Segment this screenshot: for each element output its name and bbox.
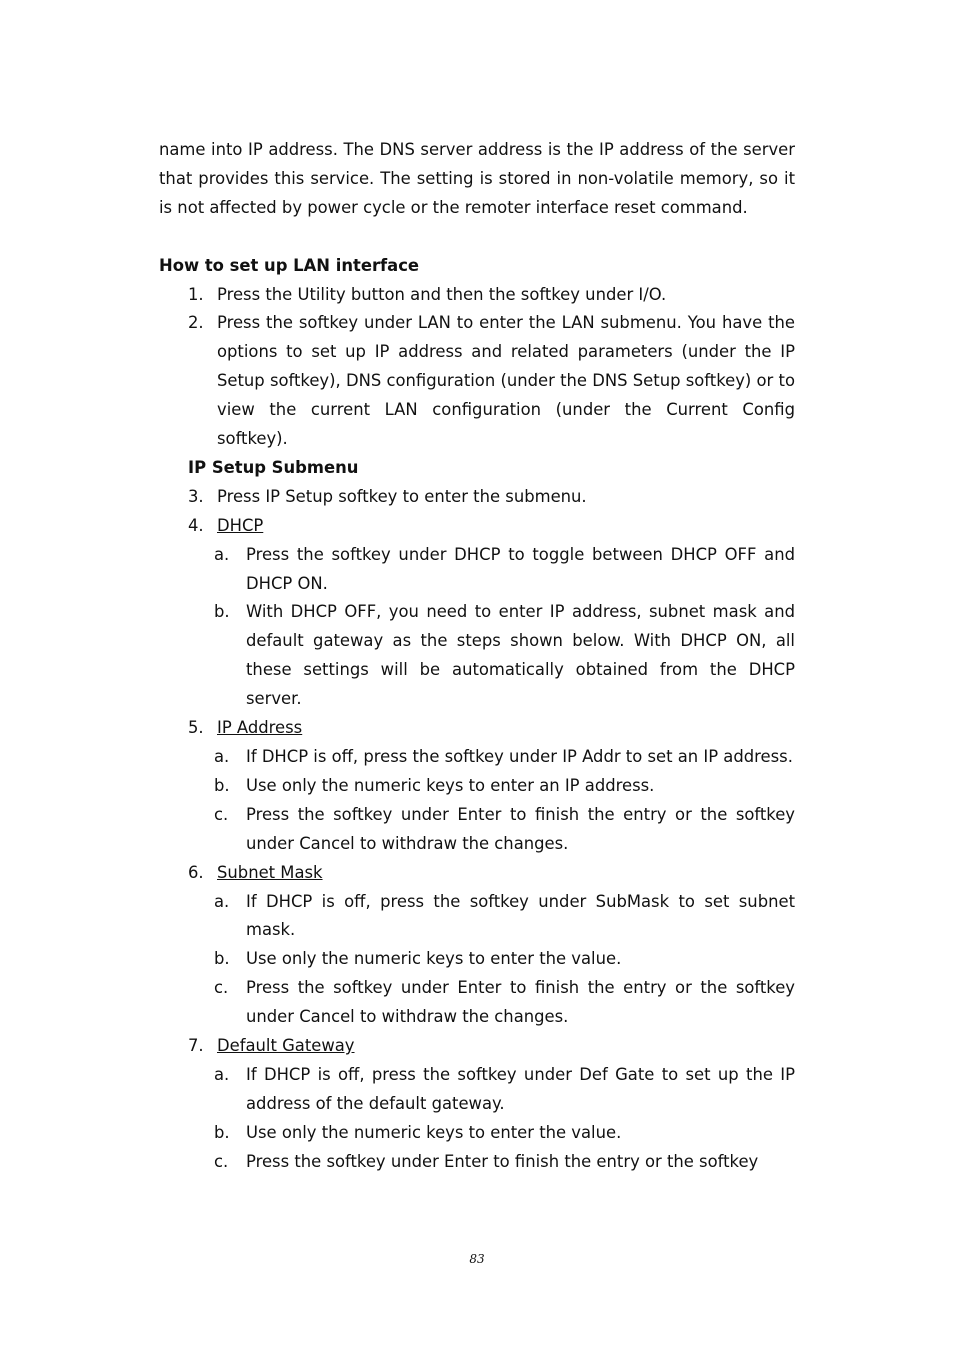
page-number: 83: [469, 1252, 485, 1266]
sub-item-text: With DHCP OFF, you need to enter IP address, subnet mask and default gateway as the steps shown below. With DHCP ON, all these settings will be automatically obtained from the DHCP server.: [246, 602, 795, 709]
sub-item-letter: c.: [214, 978, 229, 998]
sub-item-letter: a.: [214, 1064, 230, 1084]
sub-item-text: Press the softkey under DHCP to toggle between DHCP OFF and DHCP ON.: [246, 544, 795, 593]
document-body: [159, 136, 795, 1177]
sub-item-text: Press the softkey under Enter to finish the entry or the softkey under Cancel to withdraw the changes.: [246, 804, 795, 853]
sub-list-item: [159, 945, 795, 974]
item-number: 7.: [188, 1036, 204, 1056]
item-number: 5.: [188, 718, 204, 738]
item-title: DHCP: [217, 515, 264, 535]
sub-list-item: [159, 1061, 795, 1119]
item-number: 1.: [188, 284, 204, 304]
intro-paragraph: name into IP address. The DNS server address is the IP address of the server that provides this service. The setting is stored in non-volatile memory, so it is not affected by power cycle or the remoter interface reset command.: [159, 140, 795, 217]
item-title: IP Address: [217, 718, 303, 738]
item-number: 6.: [188, 862, 204, 882]
item-title: Default Gateway: [217, 1036, 355, 1056]
item-text: Press the Utility button and then the softkey under I/O.: [217, 284, 667, 304]
list-item: [159, 281, 795, 310]
sub-item-text: Use only the numeric keys to enter the value.: [246, 1122, 622, 1142]
sub-item-text: If DHCP is off, press the softkey under SubMask to set subnet mask.: [246, 891, 795, 940]
item-title: Subnet Mask: [217, 862, 323, 882]
sub-item-letter: b.: [214, 775, 230, 795]
sub-item-text: If DHCP is off, press the softkey under Def Gate to set up the IP address of the default gateway.: [246, 1064, 795, 1113]
item-number: 4.: [188, 515, 204, 535]
sub-list-item: [159, 598, 795, 714]
sub-item-letter: c.: [214, 804, 229, 824]
sub-item-letter: a.: [214, 544, 230, 564]
sub-list-item: [159, 772, 795, 801]
sub-item-letter: a.: [214, 747, 230, 767]
sub-item-text: Press the softkey under Enter to finish the entry or the softkey: [246, 1151, 759, 1171]
sub-list-item: [159, 1119, 795, 1148]
subsection-heading: IP Setup Submenu: [188, 457, 359, 477]
list-item: [159, 714, 795, 743]
item-number: 3.: [188, 486, 204, 506]
sub-list-item: [159, 1148, 795, 1177]
list-item: [159, 309, 795, 454]
sub-list-item: [159, 888, 795, 946]
item-text: Press IP Setup softkey to enter the submenu.: [217, 486, 587, 506]
sub-item-text: Use only the numeric keys to enter an IP address.: [246, 775, 655, 795]
sub-item-letter: b.: [214, 602, 230, 622]
item-number: 2.: [188, 313, 204, 333]
list-item: [159, 512, 795, 541]
sub-item-letter: c.: [214, 1151, 229, 1171]
sub-item-text: Use only the numeric keys to enter the value.: [246, 949, 622, 969]
list-item: [159, 1032, 795, 1061]
sub-list-item: [159, 801, 795, 859]
list-item: [159, 483, 795, 512]
list-item: [159, 859, 795, 888]
sub-item-letter: b.: [214, 1122, 230, 1142]
sub-item-text: Press the softkey under Enter to finish the entry or the softkey under Cancel to withdraw the changes.: [246, 978, 795, 1027]
sub-item-letter: a.: [214, 891, 230, 911]
sub-item-letter: b.: [214, 949, 230, 969]
section-heading: How to set up LAN interface: [159, 255, 420, 275]
sub-list-item: [159, 541, 795, 599]
sub-list-item: [159, 974, 795, 1032]
sub-item-text: If DHCP is off, press the softkey under IP Addr to set an IP address.: [246, 747, 793, 767]
item-text: Press the softkey under LAN to enter the LAN submenu. You have the options to set up IP address and related parameters (under the IP Setup softkey), DNS configuration (under the DNS Setup softkey) or to view the current LAN configuration (under the Current Config softkey).: [217, 313, 795, 449]
sub-list-item: [159, 743, 795, 772]
